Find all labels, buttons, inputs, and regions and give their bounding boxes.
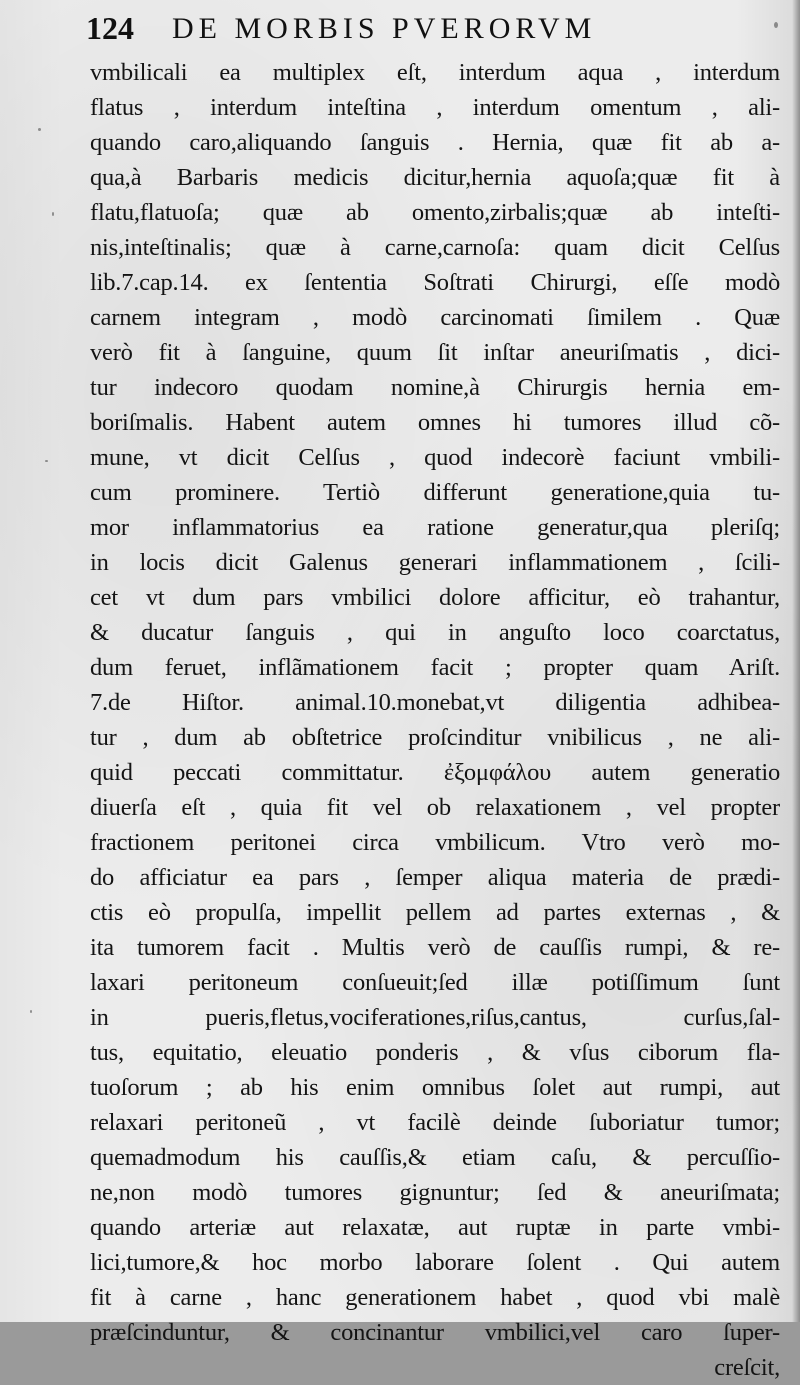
text-line: lici,tumore,& hoc morbo laborare ſolent . Qui autem bbox=[90, 1249, 780, 1276]
text-line: boriſmalis. Habent autem omnes hi tumores illud cõ- bbox=[90, 409, 780, 436]
paper-speck bbox=[52, 212, 54, 216]
text-line: mor inflammatorius ea ratione generatur,qua pleriſq; bbox=[90, 514, 780, 541]
body-text bbox=[90, 55, 780, 1385]
text-line: fit à carne , hanc generationem habet , quod vbi malè bbox=[90, 1284, 780, 1311]
running-head: DE MORBIS PVERORVM bbox=[172, 12, 597, 45]
text-line: tus, equitatio, eleuatio ponderis , & vſus ciborum fla- bbox=[90, 1039, 780, 1066]
text-line: verò fit à ſanguine, quum ſit inſtar aneuriſmatis , dici- bbox=[90, 339, 780, 366]
text-line: & ducatur ſanguis , qui in anguſto loco coarctatus, bbox=[90, 619, 780, 646]
text-line: do afficiatur ea pars , ſemper aliqua materia de prædi- bbox=[90, 864, 780, 891]
text-line: lib.7.cap.14. ex ſententia Soſtrati Chirurgi, eſſe modò bbox=[90, 269, 780, 296]
text-line: relaxari peritoneũ , vt facilè deinde ſuboriatur tumor; bbox=[90, 1109, 780, 1136]
paper-speck bbox=[30, 1010, 32, 1013]
page-header bbox=[86, 6, 786, 50]
paper-speck bbox=[38, 128, 41, 131]
text-line: diuerſa eſt , quia fit vel ob relaxationem , vel propter bbox=[90, 794, 780, 821]
text-line: mune, vt dicit Celſus , quod indecorè faciunt vmbili- bbox=[90, 444, 780, 471]
text-line: laxari peritoneum conſueuit;ſed illæ potiſſimum ſunt bbox=[90, 969, 780, 996]
text-line: tur indecoro quodam nomine,à Chirurgis hernia em- bbox=[90, 374, 780, 401]
page-number: 124 bbox=[86, 10, 134, 46]
text-line: ctis eò propulſa, impellit pellem ad partes externas , & bbox=[90, 899, 780, 926]
text-line: nis,inteſtinalis; quæ à carne,carnoſa: quam dicit Celſus bbox=[90, 234, 780, 261]
text-line: 7.de Hiſtor. animal.10.monebat,vt diligentia adhibea- bbox=[90, 689, 780, 716]
paper-speck bbox=[774, 22, 778, 28]
text-line: fractionem peritonei circa vmbilicum. Vtro verò mo- bbox=[90, 829, 780, 856]
text-line: præſcinduntur, & concinantur vmbilici,vel caro ſuper- bbox=[90, 1319, 780, 1346]
text-line: in locis dicit Galenus generari inflammationem , ſcili- bbox=[90, 549, 780, 576]
text-line: cum prominere. Tertiò differunt generatione,quia tu- bbox=[90, 479, 780, 506]
text-line: tur , dum ab obſtetrice proſcinditur vnibilicus , ne ali- bbox=[90, 724, 780, 751]
text-line: creſcit, bbox=[714, 1354, 780, 1381]
text-line: flatu,flatuoſa; quæ ab omento,zirbalis;quæ ab inteſti- bbox=[90, 199, 780, 226]
text-line: tuoſorum ; ab his enim omnibus ſolet aut rumpi, aut bbox=[90, 1074, 780, 1101]
text-line: dum feruet, inflãmationem facit ; propter quam Ariſt. bbox=[90, 654, 780, 681]
paper-speck bbox=[45, 460, 48, 462]
text-line: ita tumorem facit . Multis verò de cauſſis rumpi, & re- bbox=[90, 934, 780, 961]
page-edge-shadow bbox=[792, 0, 800, 1322]
text-line: quando caro,aliquando ſanguis . Hernia, quæ fit ab a- bbox=[90, 129, 780, 156]
text-line: quando arteriæ aut relaxatæ, aut ruptæ in parte vmbi- bbox=[90, 1214, 780, 1241]
text-line: quemadmodum his cauſſis,& etiam caſu, & percuſſio- bbox=[90, 1144, 780, 1171]
text-line: cet vt dum pars vmbilici dolore afficitur, eò trahantur, bbox=[90, 584, 780, 611]
text-line: carnem integram , modò carcinomati ſimilem . Quæ bbox=[90, 304, 780, 331]
text-line: vmbilicali ea multiplex eſt, interdum aqua , interdum bbox=[90, 59, 780, 86]
text-line: qua,à Barbaris medicis dicitur,hernia aquoſa;quæ fit à bbox=[90, 164, 780, 191]
text-line: ne,non modò tumores gignuntur; ſed & aneuriſmata; bbox=[90, 1179, 780, 1206]
text-line: quid peccati committatur. ἐξομφάλου autem generatio bbox=[90, 759, 780, 786]
text-line: in pueris,fletus,vociferationes,riſus,cantus, curſus,ſal- bbox=[90, 1004, 780, 1031]
text-line: flatus , interdum inteſtina , interdum omentum , ali- bbox=[90, 94, 780, 121]
